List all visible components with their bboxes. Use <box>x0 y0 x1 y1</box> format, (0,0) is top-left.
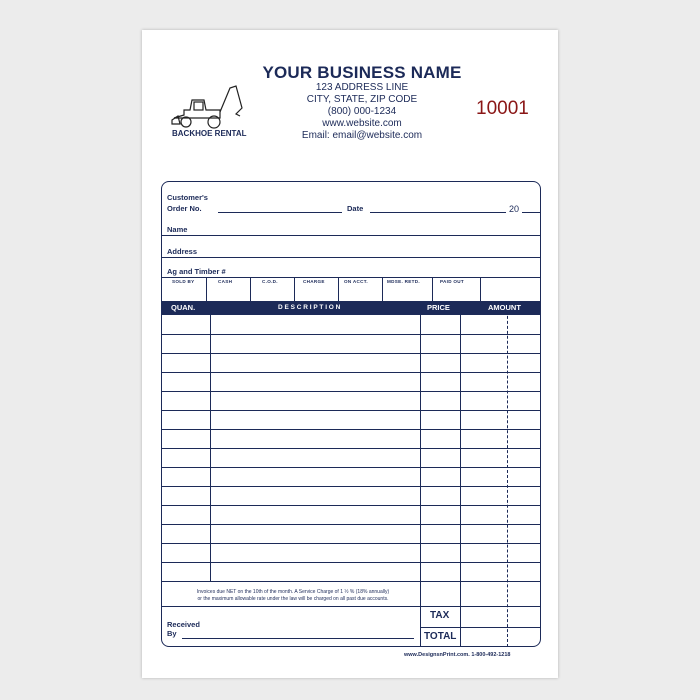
received-label: Received <box>167 620 200 629</box>
business-name: YOUR BUSINESS NAME <box>262 63 462 82</box>
terms-line-1: Invoices due NET on the 10th of the month. A Service Charge of 1 ½ % (18% annually) <box>196 589 390 595</box>
mdse-returned-label: MDSE. RETD. <box>387 279 420 284</box>
table-row <box>162 524 540 525</box>
price-header: PRICE <box>427 303 450 312</box>
quan-header: QUAN. <box>171 303 196 312</box>
terms-line-2: or the maximum allowable rate under the law will be charged on all past due accounts. <box>197 596 389 602</box>
year-prefix: 20 <box>509 204 520 214</box>
table-row <box>162 372 540 373</box>
date-label: Date <box>347 204 364 213</box>
logo-label: BACKHOE RENTAL <box>172 129 247 138</box>
printer-credit: www.DesignsnPrint.com. 1-800-492-1218 <box>404 652 511 658</box>
address-label: Address <box>167 247 198 256</box>
date-field[interactable] <box>370 212 506 213</box>
cod-label: C.O.D. <box>262 279 278 284</box>
table-row <box>162 448 540 449</box>
backhoe-icon <box>170 82 248 130</box>
table-row <box>162 410 540 411</box>
payment-terms <box>166 589 420 603</box>
amount-column-line <box>460 315 461 647</box>
phone-number: (800) 000-1234 <box>327 106 397 117</box>
row-divider <box>162 235 540 236</box>
cash-label: CASH <box>218 279 233 284</box>
invoice-form-page <box>142 30 558 678</box>
order-no-field[interactable] <box>218 212 342 213</box>
amount-header: AMOUNT <box>488 303 521 312</box>
description-header: D E S C R I P T I O N <box>278 304 341 311</box>
ag-timber-label: Ag and Timber # <box>167 267 226 276</box>
total-label: TOTAL <box>424 631 457 642</box>
paid-out-label: PAID OUT <box>440 279 465 284</box>
invoice-number: 10001 <box>476 98 529 119</box>
table-row <box>162 467 540 468</box>
tax-label: TAX <box>430 610 450 621</box>
city-state-zip: CITY, STATE, ZIP CODE <box>306 94 418 105</box>
table-row <box>162 486 540 487</box>
by-label: By <box>167 629 177 638</box>
table-row <box>162 505 540 506</box>
cents-divider <box>507 301 508 647</box>
table-header <box>162 301 540 315</box>
charge-label: CHARGE <box>303 279 325 284</box>
sold-by-label: SOLD BY <box>172 279 195 284</box>
table-row <box>162 543 540 544</box>
row-divider <box>162 257 540 258</box>
email: Email: email@website.com <box>301 130 423 141</box>
customer-order-label: Customer's <box>167 193 208 202</box>
name-label: Name <box>167 225 188 234</box>
year-field[interactable] <box>522 212 540 213</box>
order-form <box>161 181 541 647</box>
row-divider <box>162 277 540 278</box>
table-row <box>162 429 540 430</box>
received-by-field[interactable] <box>182 638 414 639</box>
address-line: 123 ADDRESS LINE <box>315 82 409 93</box>
order-no-label: Order No. <box>167 204 202 213</box>
price-column-line <box>420 315 421 647</box>
table-row <box>162 562 540 563</box>
table-row <box>162 334 540 335</box>
on-account-label: ON ACCT. <box>344 279 368 284</box>
table-row <box>162 353 540 354</box>
website: www.website.com <box>322 118 402 129</box>
table-row <box>162 391 540 392</box>
quan-column-line <box>210 315 211 581</box>
